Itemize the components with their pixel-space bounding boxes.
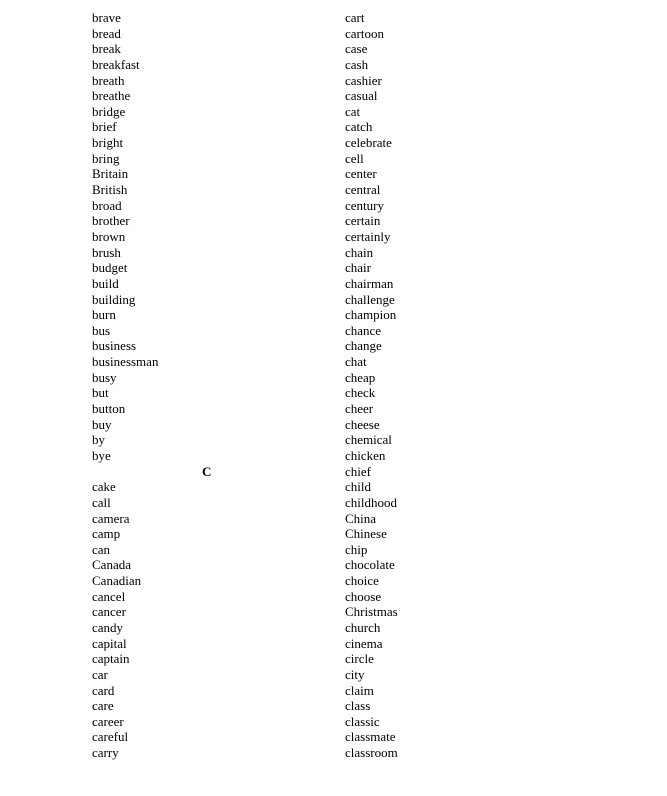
word-entry: budget [92,260,128,276]
word-entry: chief [345,463,371,479]
word-entry: cheap [345,369,376,385]
word-entry: circle [345,651,374,667]
word-entry: cartoon [345,25,384,41]
word-entry: class [345,698,371,714]
word-entry: career [92,713,124,729]
word-entry: classroom [345,745,398,761]
word-entry: chat [345,354,367,370]
word-entry: certain [345,213,381,229]
word-entry: British [92,182,128,198]
word-entry: build [92,275,119,291]
word-entry: button [92,401,126,417]
word-entry: claim [345,682,374,698]
word-entry: breath [92,72,125,88]
word-list-left-column [92,10,211,761]
word-entry: challenge [345,291,395,307]
word-entry: cancel [92,588,126,604]
word-entry: chip [345,541,368,557]
word-entry: cinema [345,635,383,651]
word-entry: central [345,182,381,198]
word-entry: call [92,494,111,510]
word-entry: Christmas [345,604,398,620]
word-entry: cheer [345,401,374,417]
word-entry: breakfast [92,56,140,72]
word-entry: century [345,197,384,213]
word-entry: chocolate [345,557,395,573]
word-entry: card [92,682,115,698]
word-entry: chicken [345,447,386,463]
word-entry: cart [345,10,365,25]
word-entry: bright [92,135,124,151]
word-entry: buy [92,416,112,432]
word-entry: brave [92,10,121,25]
word-entry: church [345,619,381,635]
word-entry: break [92,41,121,57]
word-entry: choice [345,573,379,589]
word-entry: choose [345,588,382,604]
word-entry: burn [92,307,116,323]
word-entry: cheese [345,416,380,432]
word-entry: building [92,291,136,307]
word-entry: champion [345,307,397,323]
word-entry: childhood [345,494,397,510]
word-entry: brush [92,244,121,260]
word-entry: by [92,432,105,448]
word-entry: breathe [92,88,131,104]
word-entry: Canada [92,557,131,573]
word-entry: change [345,338,382,354]
word-entry: cancer [92,604,126,620]
word-entry: chain [345,244,374,260]
word-entry: capital [92,635,127,651]
word-entry: bridge [92,103,126,119]
word-entry: classic [345,713,380,729]
word-entry: Chinese [345,526,387,542]
word-entry: brief [92,119,117,135]
word-entry: bus [92,322,111,338]
section-letter-heading: C [202,463,212,479]
word-entry: Britain [92,166,129,182]
word-entry: bread [92,25,121,41]
word-entry: certainly [345,228,391,244]
word-entry: catch [345,119,373,135]
word-entry: center [345,166,377,182]
word-entry: care [92,698,114,714]
word-entry: child [345,479,371,495]
word-entry: careful [92,729,129,745]
word-entry: city [345,666,365,682]
word-entry: business [92,338,137,354]
word-entry: camera [92,510,130,526]
word-entry: chairman [345,275,394,291]
word-entry: candy [92,619,124,635]
word-entry: classmate [345,729,396,745]
word-entry: casual [345,88,378,104]
word-list-right-column [345,10,398,761]
word-entry: camp [92,526,121,542]
word-entry: chair [345,260,371,276]
word-entry: can [92,541,111,557]
word-entry: but [92,385,109,401]
word-entry: captain [92,651,130,667]
word-entry: Canadian [92,573,142,589]
word-entry: cashier [345,72,382,88]
word-entry: carry [92,745,119,761]
word-entry: car [92,666,108,682]
word-entry: cell [345,150,364,166]
word-entry: chance [345,322,382,338]
word-entry: businessman [92,354,159,370]
word-entry: brown [92,228,126,244]
word-entry: bye [92,447,111,463]
word-entry: China [345,510,377,526]
word-entry: busy [92,369,117,385]
word-entry: cake [92,479,116,495]
word-entry: brother [92,213,130,229]
word-entry: broad [92,197,122,213]
word-entry: cat [345,103,361,119]
word-entry: cash [345,56,369,72]
word-entry: case [345,41,368,57]
word-entry: check [345,385,376,401]
word-entry: chemical [345,432,392,448]
word-entry: celebrate [345,135,392,151]
word-entry: bring [92,150,120,166]
